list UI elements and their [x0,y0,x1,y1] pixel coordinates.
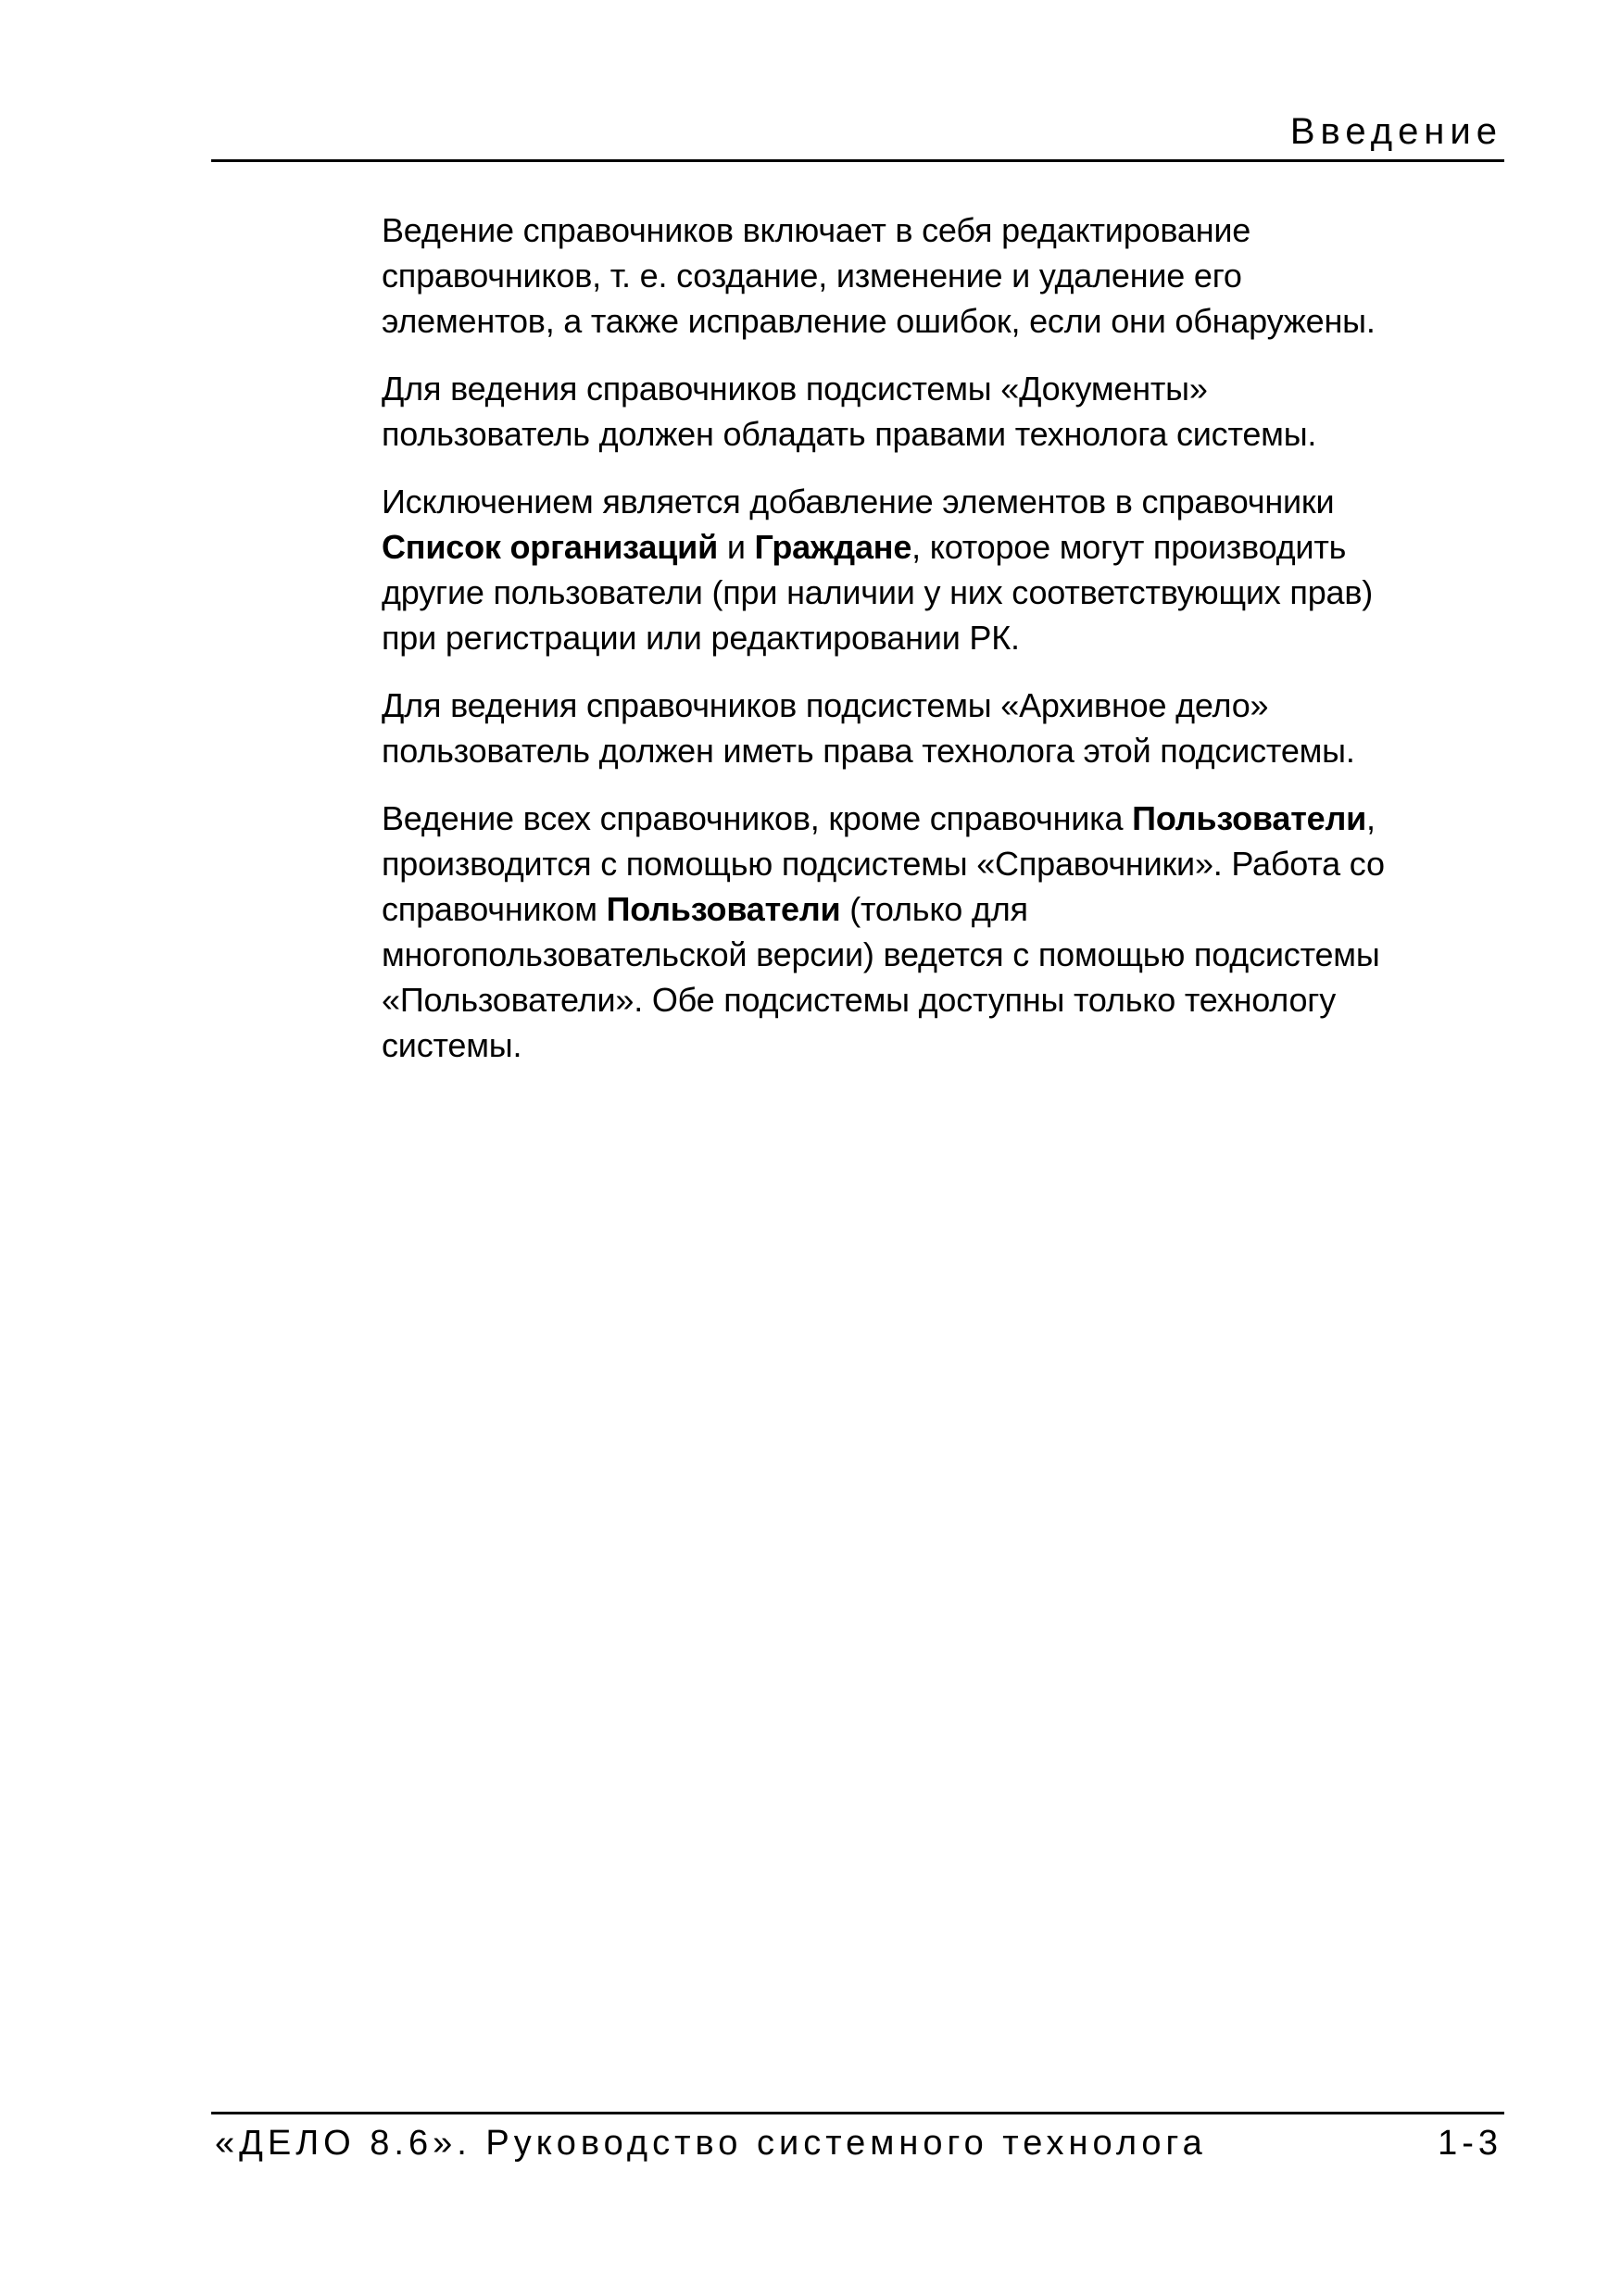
paragraph-2 [382,366,1512,457]
paragraph-line: Ведение справочников включает в себя редактирование [382,211,1251,249]
paragraph-line: системы. [382,1026,522,1064]
paragraph-line: производится с помощью подсистемы «Справочники». Работа со [382,845,1385,883]
paragraph-1 [382,207,1512,344]
term-users: Пользователи [606,890,841,928]
paragraph-line: пользователь должен иметь права технолога этой подсистемы. [382,732,1355,770]
paragraph-line: элементов, а также исправление ошибок, если они обнаружены. [382,302,1376,340]
paragraph-line: пользователь должен обладать правами технолога системы. [382,415,1317,453]
header-divider [211,159,1504,162]
paragraph-line [382,886,1512,932]
term-organizations-list: Список организаций [382,528,719,566]
paragraph-text: Ведение всех справочников, кроме справочника [382,799,1133,837]
paragraph-line: другие пользователи (при наличии у них соответствующих прав) [382,573,1374,611]
paragraph-line: Для ведения справочников подсистемы «Документы» [382,370,1208,408]
term-citizens: Граждане [754,528,912,566]
paragraph-line [382,524,1512,570]
paragraph-line: многопользовательской версии) ведется с помощью подсистемы [382,935,1380,973]
paragraph-line: Для ведения справочников подсистемы «Архивное дело» [382,686,1269,724]
page-number: 1-3 [1438,2124,1502,2163]
paragraph-text: , которое могут производить [911,528,1347,566]
paragraph-text: (только для [840,890,1028,928]
footer-divider [211,2112,1504,2114]
section-header-title: Введение [1289,111,1502,152]
paragraph-line: при регистрации или редактировании РК. [382,619,1020,657]
paragraph-text: , [1366,799,1376,837]
paragraph-4 [382,683,1512,773]
paragraph-5 [382,796,1512,1068]
paragraph-3 [382,479,1512,660]
main-content [382,207,1512,1090]
paragraph-line: «Пользователи». Обе подсистемы доступны только технологу [382,981,1337,1019]
term-users: Пользователи [1132,799,1367,837]
paragraph-text: и [718,528,755,566]
paragraph-text: справочником [382,890,607,928]
footer-document-title: «ДЕЛО 8.6». Руководство системного технолога [215,2124,1207,2163]
paragraph-line: справочников, т. е. создание, изменение и удаление его [382,257,1242,295]
paragraph-line: Исключением является добавление элементов в справочники [382,483,1335,521]
paragraph-line [382,796,1512,841]
